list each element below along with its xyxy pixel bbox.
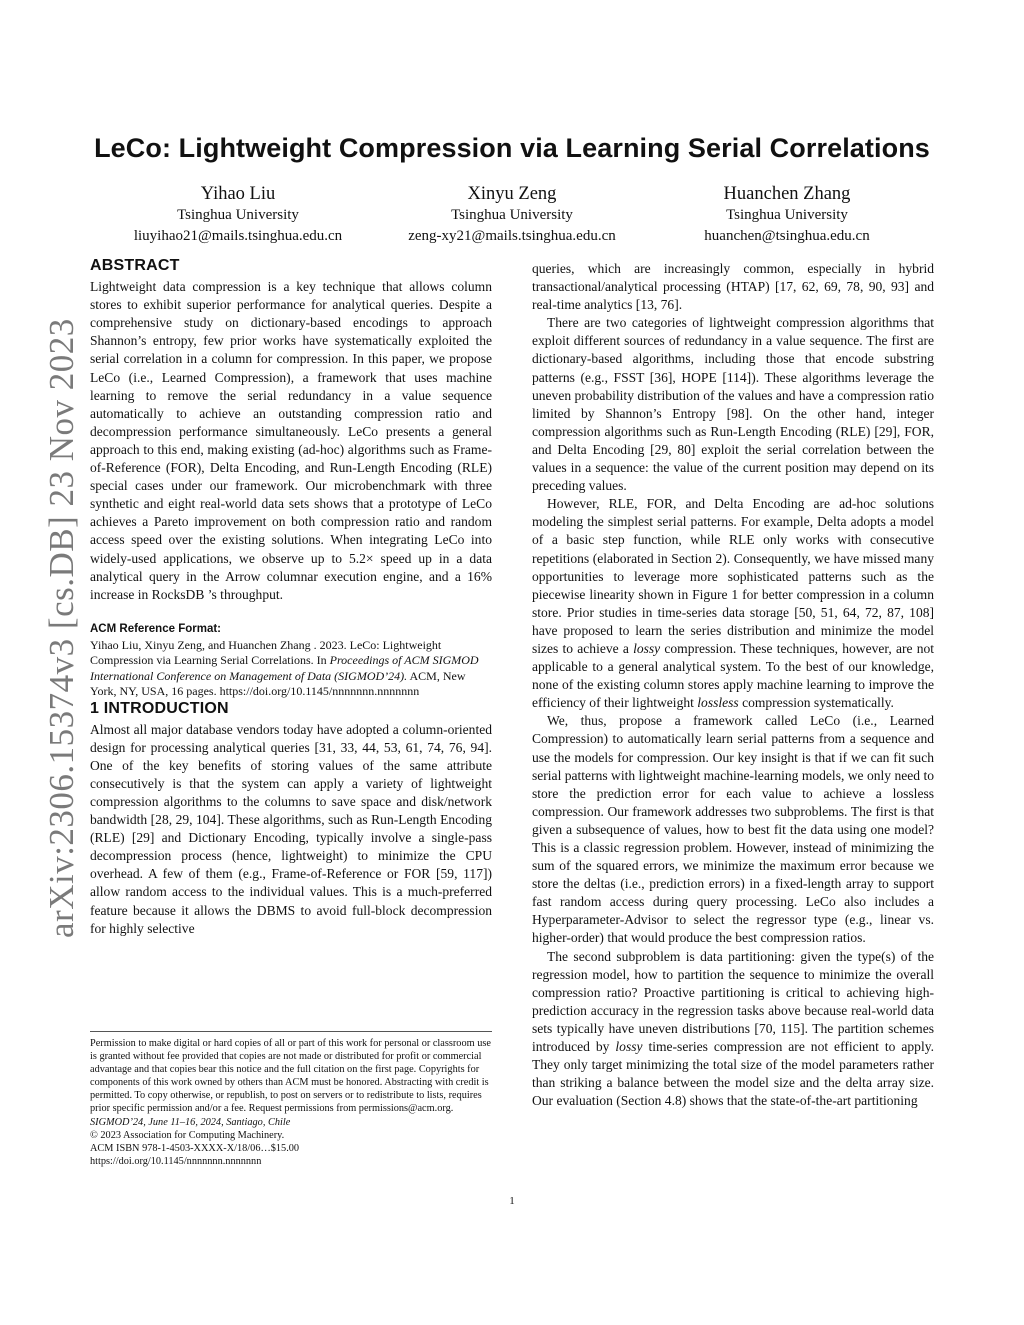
italic-span: lossy <box>633 640 661 656</box>
reference-text-italic: Proceedings of ACM SIGMOD International Conference on Management of Data (SIGMOD’24). <box>90 653 479 683</box>
italic-span: lossy <box>615 1039 643 1055</box>
author-name: Yihao Liu <box>200 184 276 204</box>
author-email: zeng-xy21@mails.tsinghua.edu.cn <box>408 228 616 244</box>
right-paragraph-3: We, thus, propose a framework called LeCo (i.e., Learned Compression) to automatically learn serial patterns from a sequence and use the models for compression. Our key insight is that if we can fit such serial patterns with lightweight machine-learning models, we only need to store the prediction error for each value to achieve a lossless compression. Our framework addresses two subproblems. The first is that given a subsequence of values, how to best fit the data using one model? This is a classic regression problem. However, instead of minimizing the sum of the squared errors, we minimize the maximum error because we store the deltas (i.e., prediction errors) in a fixed-length array to support fast random access during query processing. LeCo also includes a Hyperparameter-Advisor to select the regressor type (e.g., linear vs. higher-order) that would produce the best compression ratios. <box>532 713 934 946</box>
left-column <box>90 257 492 938</box>
text-span: However, RLE, FOR, and Delta Encoding are ad-hoc solutions modeling the simplest serial patterns. For example, Delta adopts a model of a basic step function, while RLE only works with consecutive repetitions (elaborated in Section 2). Consequently, we have missed many opportunities to leverage more sophisticated patterns such as the piecewise linearity shown in Figure 1 for better compression in a column store. Prior studies in time-series data storage [50, 51, 64, 72, 87, 108] have proposed to learn the series distribution and minimize the model sizes to achieve a <box>532 496 934 656</box>
right-paragraph-2 <box>532 495 934 712</box>
author-block-3 <box>617 183 957 247</box>
right-paragraph-1: There are two categories of lightweight compression algorithms that exploit different sources of redundancy in a value sequence. The first are dictionary-based algorithms, including those that encode substring patterns (e.g., FSST [36], HOPE [114]). These algorithms leverage the uneven probability distribution of the values and have a compression ratio limited by Shannon’s Entropy [98]. On the other hand, integer compression algorithms such as Run-Length Encoding (RLE) [29], FOR, and Delta Encoding [29, 80] exploit the serial correlation between the values in a sequence: the value of the current position may depend on its preceding values. <box>532 315 934 494</box>
italic-span: lossless <box>697 695 739 711</box>
author-name: Xinyu Zeng <box>467 184 557 204</box>
copyright-footnote <box>90 1031 492 1168</box>
author-name: Huanchen Zhang <box>723 184 851 204</box>
isbn-line: ACM ISBN 978-1-4503-XXXX-X/18/06…$15.00 <box>90 1142 300 1154</box>
paper-title: LeCo: Lightweight Compression via Learning Serial Correlations <box>94 133 930 163</box>
author-affiliation: Tsinghua University <box>177 207 299 223</box>
abstract-heading: ABSTRACT <box>90 257 180 274</box>
author-affiliation: Tsinghua University <box>726 207 848 223</box>
reference-text-b: ACM, New York, NY, USA, 16 pages. https://doi.org/10.1145/nnnnnnn.nnnnnnn <box>90 668 466 699</box>
author-email: liuyihao21@mails.tsinghua.edu.cn <box>133 228 343 244</box>
reference-text-a: Yihao Liu, Xinyu Zeng, and Huanchen Zhang . 2023. LeCo: Lightweight Compression via Learning Serial Correlations. In <box>90 637 442 668</box>
author-affiliation: Tsinghua University <box>451 207 573 223</box>
text-span: compression. These techniques, however, are not applicable to a general analytical system. To the best of our knowledge, none of the existing column stores apply machine learning to improve the efficiency of their lightweight <box>532 640 934 711</box>
abstract-text: Lightweight data compression is a key technique that allows column stores to exhibit superior performance for analytical queries. Despite a comprehensive study on dictionary-based encodings to approach Shannon’s entropy, few prior works have systematically exploited the serial correlation in a column for compression. In this paper, we propose LeCo (i.e., Learned Compression), a framework that uses machine learning to remove the serial redundancy in a value sequence automatically to achieve an outstanding compression ratio and decompression performance simultaneously. LeCo presents a general approach to this end, making existing (ad-hoc) algorithms such as Frame-of-Reference (FOR), Delta Encoding, and Run-Length Encoding (RLE) special cases under our framework. Our microbenchmark with three synthetic and eight real-world data sets shows that a prototype of LeCo achieves a Pareto improvement on both compression ratio and random access speed over the existing solutions. When integrating LeCo into widely-used applications, we observe up to 5.2× speed up in a data analytical query in the Arrow columnar execution engine, and a 16% increase in RocksDB ’s throughput. <box>90 279 492 602</box>
permission-notice: Permission to make digital or hard copies of all or part of this work for personal or classroom use is granted without fee provided that copies are not made or distributed for profit or commercial advantage and that copies bear this notice and the full citation on the first page. Copyrights for components of this work owned by others than ACM must be honored. Abstracting with credit is permitted. To copy otherwise, or republish, to post on servers or to redistribute to lists, requires prior specific permission and/or a fee. Request permissions from permissions@acm.org. <box>90 1038 491 1115</box>
right-column <box>532 260 934 1110</box>
right-paragraph-0: queries, which are increasingly common, especially in hybrid transactional/analytical processing (HTAP) [17, 62, 69, 78, 90, 93] and real-time analytics [13, 76]. <box>532 261 934 313</box>
author-email: huanchen@tsinghua.edu.cn <box>704 228 870 244</box>
page-number: 1 <box>509 1195 515 1207</box>
introduction-heading: 1 INTRODUCTION <box>90 699 229 717</box>
reference-format-heading: ACM Reference Format: <box>90 622 221 635</box>
doi-link[interactable]: https://doi.org/10.1145/nnnnnnn.nnnnnnn <box>90 1155 262 1167</box>
reference-format-text <box>90 638 492 700</box>
text-span: The second subproblem is data partitioning: given the type(s) of the regression model, how to partition the sequence to minimize the overall compression ratio? Proactive partitioning is critical to achieving high-prediction accuracy in the regression tasks above because real-world data sets typically have uneven distributions [70, 115]. The partition schemes introduced by <box>532 948 934 1055</box>
conference-info: SIGMOD’24, June 11–16, 2024, Santiago, Chile <box>90 1116 291 1128</box>
intro-paragraph-1: Almost all major database vendors today have adopted a column-oriented design for processing analytical queries [31, 33, 44, 53, 61, 74, 76, 94]. One of the key benefits of storing values of the same attribute consecutively is that the system can apply a variety of lightweight compression algorithms to the columns to save space and disk/network bandwidth [28, 29, 104]. These algorithms, such as Run-Length Encoding (RLE) [29] and Dictionary Encoding, typically involve a single-pass decompression process (hence, lightweight) to minimize the CPU overhead. A few of them (e.g., Frame-of-Reference or FOR [59, 117]) allow random access to the individual values. This is a much-preferred feature because it allows the DBMS to avoid full-block decompression for highly selective <box>90 721 492 936</box>
copyright-line: © 2023 Association for Computing Machinery. <box>90 1129 285 1141</box>
arxiv-identifier: arXiv:2306.15374v3 [cs.DB] 23 Nov 2023 <box>42 318 81 938</box>
text-span: time-series compression are not efficient to apply. They only target minimizing the total size of the model parameters rather than striking a balance between the model size and the delta array size. Our evaluation (Section 4.8) shows that the state-of-the-art partitioning <box>532 1039 934 1109</box>
text-span: compression systematically. <box>738 695 894 711</box>
right-paragraph-4 <box>532 948 934 1111</box>
